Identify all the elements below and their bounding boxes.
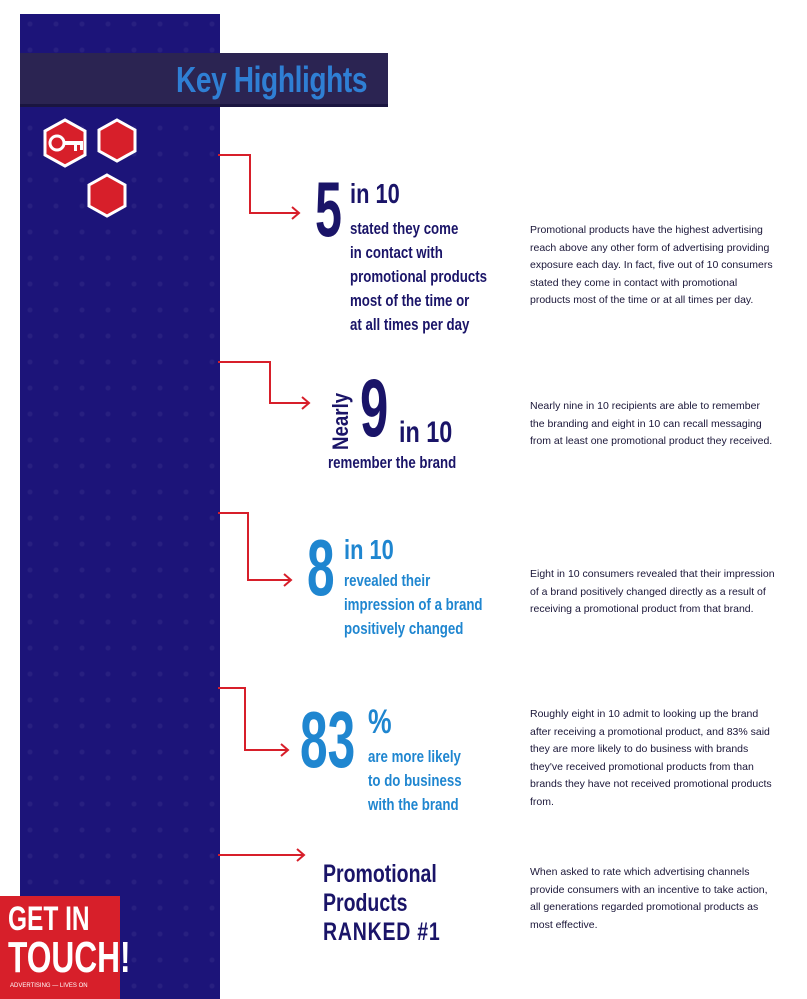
logo-line-2: TOUCH! <box>8 933 131 982</box>
stat-description: When asked to rate which advertising channels provide consumers with an incentive to take action, all generations regarded promotional products as most effective. <box>530 866 768 931</box>
page-title: Key Highlights <box>176 59 368 100</box>
stat-prefix: Nearly <box>328 392 353 450</box>
stat-line: with the brand <box>368 795 459 814</box>
stat-line: at all times per day <box>350 315 470 334</box>
stat-unit: in 10 <box>350 178 400 209</box>
logo-line-1: GET IN <box>8 900 90 938</box>
stat-description: Promotional products have the highest advertising reach above any other form of advertising providing exposure each day. In fact, five out of 10 consumers stated they come in contact with promotional products most of the time or at all times per day. <box>530 224 773 306</box>
stat-number: 5 <box>315 165 342 253</box>
stat-number: 9 <box>360 363 389 454</box>
stat-description: Roughly eight in 10 admit to looking up the brand after receiving a promotional product, and 83% said they are more likely to do business with brands they've received promotional products from than brands they have not received promotional products from. <box>530 708 772 808</box>
stat-line: Products <box>323 889 408 917</box>
stat-line: revealed their <box>344 571 431 590</box>
key-in-hexagon-icon <box>36 118 146 218</box>
stat-line: positively changed <box>344 619 464 638</box>
stat-unit: in 10 <box>399 416 453 449</box>
stat-description: Eight in 10 consumers revealed that their impression of a brand positively changed directly as a result of receiving a promotional product from that brand. <box>530 568 775 615</box>
stat-line: in contact with <box>350 243 443 262</box>
stat-unit: % <box>368 703 392 741</box>
stat-line: RANKED #1 <box>323 918 441 946</box>
stat-line: stated they come <box>350 219 459 238</box>
stat-line: most of the time or <box>350 291 470 310</box>
stat-description: Nearly nine in 10 recipients are able to remember the branding and eight in 10 can recall messaging from at least one promotional product they received. <box>530 400 773 447</box>
stat-line: Promotional <box>323 860 437 888</box>
stat-line: are more likely <box>368 747 461 766</box>
stat-unit: in 10 <box>344 534 394 565</box>
stat-line: impression of a brand <box>344 595 483 614</box>
stat-line: to do business <box>368 771 462 790</box>
logo-tagline: ADVERTISING — LIVES ON <box>10 983 88 989</box>
stat-number: 8 <box>307 523 335 612</box>
stat-number: 83 <box>300 695 356 784</box>
stat-line: promotional products <box>350 267 488 286</box>
stat-line: remember the brand <box>328 453 457 472</box>
